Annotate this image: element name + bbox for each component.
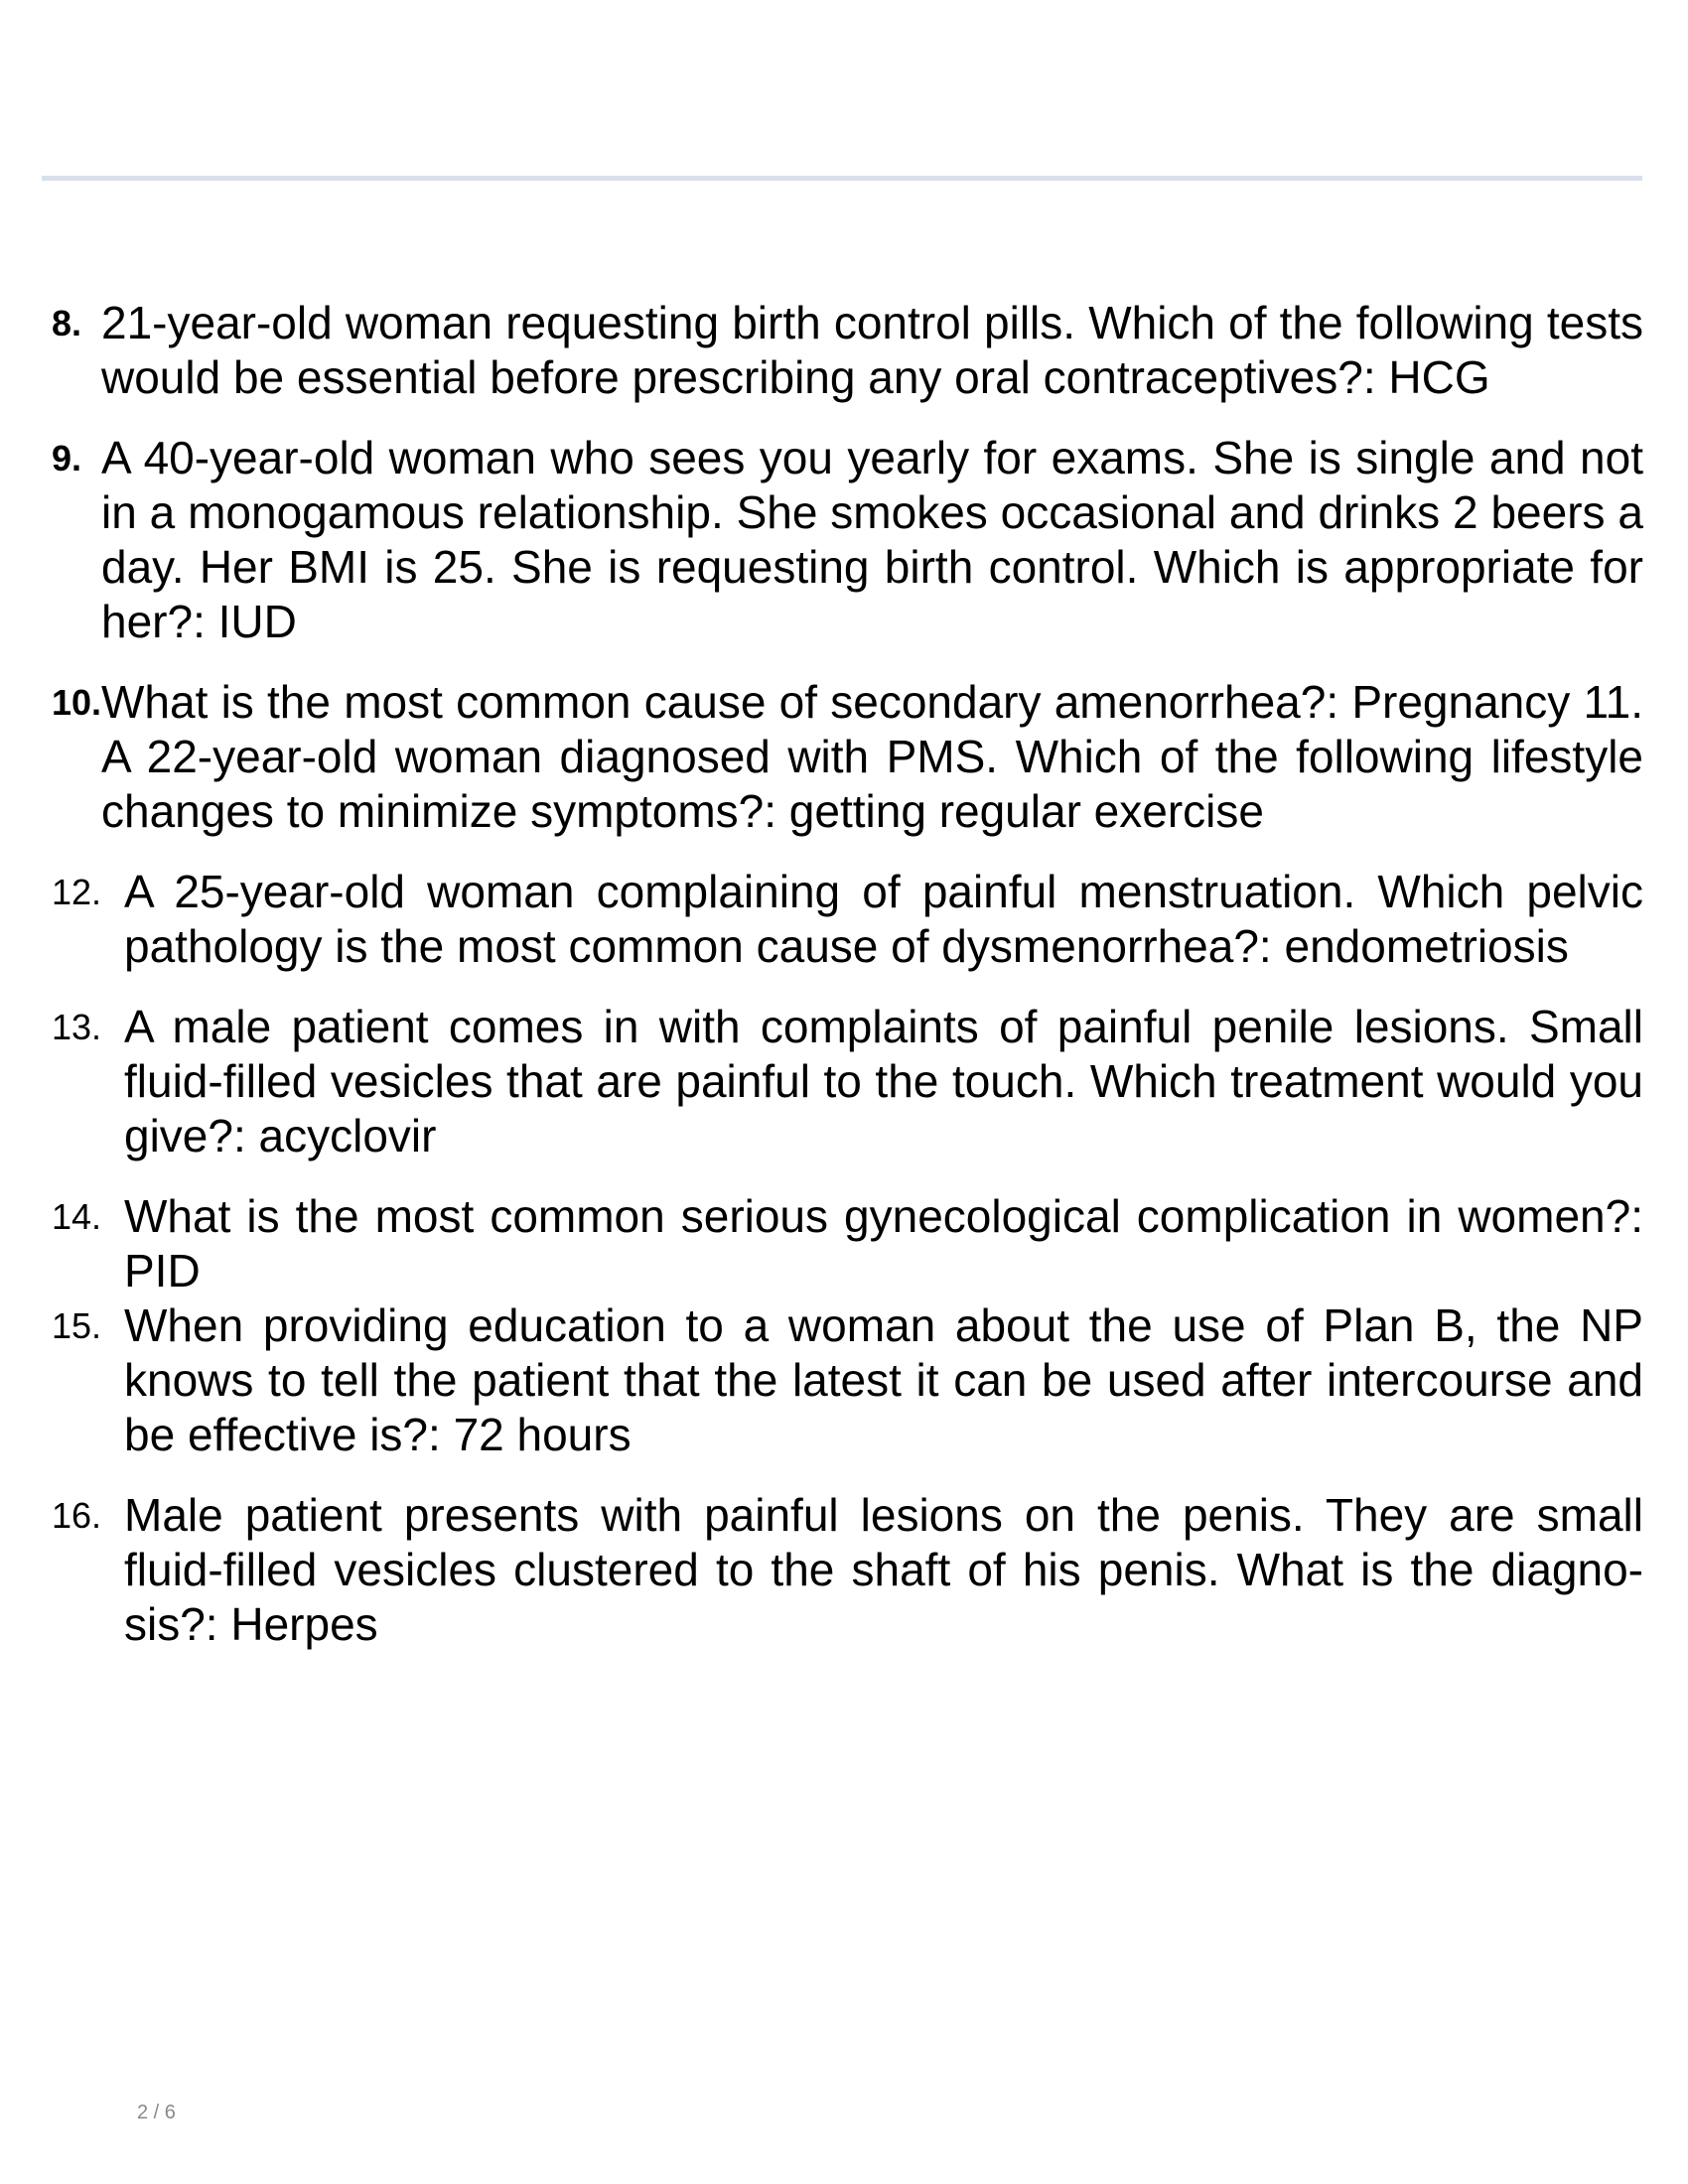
question-text: When providing education to a woman about the use of Plan B, the NP knows to tell the patient that the latest it can be used after intercourse and be effective is?: 72 hours xyxy=(124,1299,1643,1460)
question-text: A 25-year-old woman complaining of painful menstruation. Which pelvic pathology is the most common cause of dysmenorrhea?: endometriosis xyxy=(124,866,1643,972)
question-text: What is the most common cause of secondary amenorrhea?: Pregnancy 11. A 22-year-old woman diagnosed with PMS. Which of the following lifestyle changes to minimize symptoms?: getting regular exercise xyxy=(101,676,1643,837)
question-text: A male patient comes in with complaints of painful penile lesions. Small fluid-filled vesicles that are painful to the touch. Which treatment would you give?: acyclovir xyxy=(124,1001,1643,1161)
question-number: 13. xyxy=(52,1007,102,1047)
question-number: 12. xyxy=(52,872,102,912)
question-number: 16. xyxy=(52,1495,102,1536)
question-text: Male patient presents with painful lesions on the penis. They are small fluid-filled vesicles clustered to the shaft of his penis. What is the diagno- sis?: Herpes xyxy=(124,1489,1643,1650)
question-item xyxy=(52,1488,1643,1652)
question-item xyxy=(52,865,1643,974)
question-item xyxy=(52,675,1643,839)
question-item xyxy=(52,296,1643,405)
question-number: 8. xyxy=(52,303,82,343)
question-item xyxy=(52,1298,1643,1462)
header-divider xyxy=(42,176,1642,181)
question-text: What is the most common serious gynecological complication in women?: PID xyxy=(124,1190,1643,1297)
question-item xyxy=(52,1000,1643,1163)
question-text: 21-year-old woman requesting birth control pills. Which of the following tests would be essential before prescribing any oral contraceptives?: HCG xyxy=(101,297,1643,403)
question-item xyxy=(52,431,1643,649)
page-number: 2 / 6 xyxy=(137,2102,176,2123)
question-item xyxy=(52,1189,1643,1298)
question-number: 14. xyxy=(52,1196,102,1237)
question-number: 9. xyxy=(52,438,82,478)
question-number: 15. xyxy=(52,1305,102,1346)
question-text: A 40-year-old woman who sees you yearly for exams. She is single and not in a monogamous relationship. She smokes occasional and drinks 2 beers a day. Her BMI is 25. She is requesting birth control. Which is appropriate for her?: IUD xyxy=(101,432,1643,647)
question-list xyxy=(52,296,1643,1678)
question-number: 10. xyxy=(52,682,102,723)
